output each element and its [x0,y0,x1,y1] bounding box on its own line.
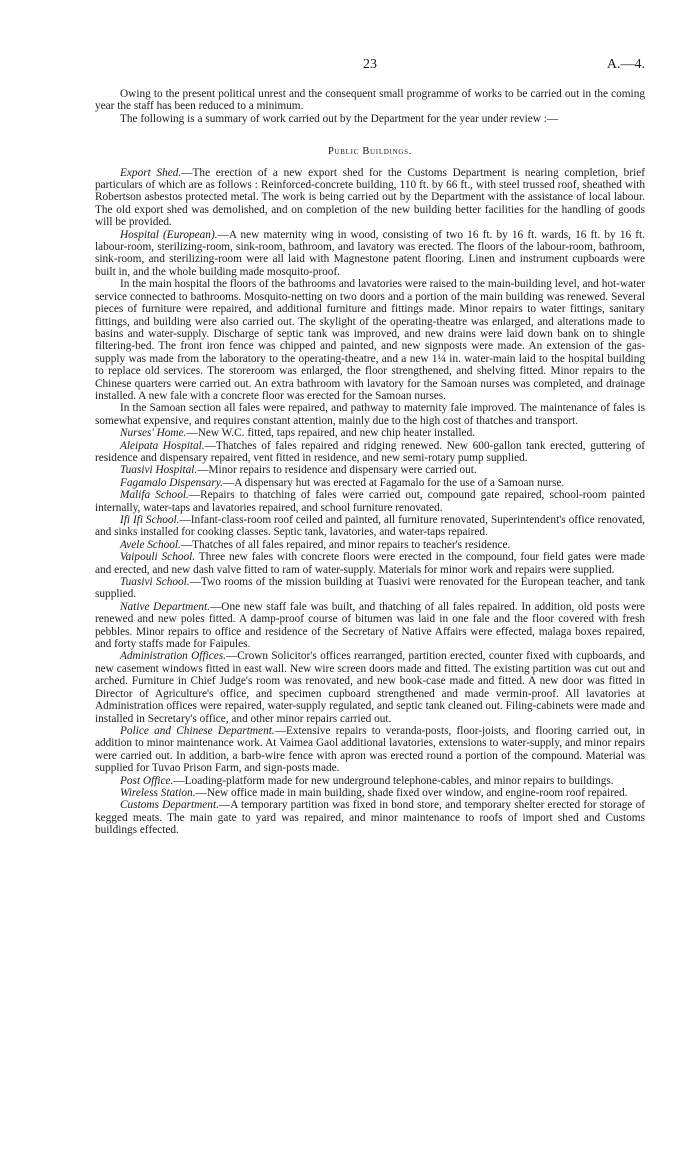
paragraph-title: Nurses' Home. [120,427,187,440]
paragraph-text: Three new fales with concrete floors were erected in the compound, four field gates were made and erected, and new dash valve fitted to ram of water-supply. Materials for minor work and repairs were supplied. [95,551,646,576]
paragraph-title: Police and Chinese Department. [120,724,275,737]
paragraph-title: Wireless Station. [120,786,196,799]
paragraph-title: Ifi Ifi School. [120,514,180,526]
body-paragraph [95,402,645,427]
paragraph-text: In the Samoan section all fales were repaired, and pathway to maternity fale improved. The maintenance of fales is somewhat expensive, and requires constant attention, mainly due to the high cost of thatches and transport. [95,402,645,427]
document-reference: A.—4. [606,57,645,72]
paragraph-text: —Thatches of all fales repaired, and minor repairs to teacher's residence. [180,538,511,551]
body-paragraph [95,278,645,402]
paragraph-text: —Loading-platform made for new underground telephone-cables, and minor repairs to buildings. [173,774,614,787]
paragraph-title: Tuasivi School. [120,576,190,589]
body-paragraph [95,477,645,489]
paragraph-text: —Minor repairs to residence and dispensary were carried out. [197,464,477,477]
intro-paragraph: Owing to the present political unrest and the consequent small programme of works to be carried out in the coming year the staff has been reduced to a minimum. [95,88,645,113]
paragraph-text: —One new staff fale was built, and thatching of all fales repaired. In addition, old posts were renewed and new poles fitted. A damp-proof course of bitumen was laid in one fale and the floor covered with fresh pebbles. Minor repairs to office and residence of the Secretary of Native Affairs were effected, malaga boxes repaired, and forty staffs made for Faipules. [95,600,645,651]
body-paragraph [95,601,645,651]
paragraph-text: —Crown Solicitor's offices rearranged, partition erected, counter fixed with cupboards, and new casement windows fitted in east wall. New wire screen doors made and fitted. The existing partition was cut out and arched. Furniture in Chief Judge's room was renovated, and new book-case made and fitted. A new door was fitted in Director of Agriculture's office, and specimen cupboard strengthened and made vermin-proof. All lavatories at Administration offices were repaired, water-supply regulated, and septic tank cleaned out. Filing-cabinets were made and installed in Secretary's office, and other minor repairs carried out. [95,650,645,725]
paragraph-title: Hospital (European). [120,228,218,241]
body-paragraph [95,464,645,476]
body-paragraph [95,167,645,229]
paragraph-title: Native Department. [120,600,210,613]
paragraph-title: Tuasivi Hospital. [120,464,198,477]
section-heading: Public Buildings. [327,146,413,158]
paragraph-title: Avele School. [120,538,181,551]
paragraph-title: Fagamalo Dispensary. [120,476,223,489]
body-paragraph [95,427,645,439]
body-paragraph [95,725,645,775]
paragraph-text: —Two rooms of the mission building at Tuasivi were renovated for the European teacher, and tank supplied. [95,576,645,601]
paragraph-text: —Extensive repairs to veranda-posts, floor-joists, and flooring carried out, in addition to minor maintenance work. At Vaimea Gaol additional lavatories, extensions to water-supply, and minor repairs were carried out. In addition, a barb-wire fence with apron was erected round a portion of the compound. Material was supplied for Tuvao Prison Farm, and sign-posts made. [95,724,645,775]
body-paragraph [95,229,645,279]
paragraph-title: Malifa School. [120,489,189,502]
body-paragraph [95,787,645,799]
paragraph-text: —Thatches of fales repaired and ridging renewed. New 600-gallon tank erected, guttering of residence and dispensary repaired, vent fitted in residence, and new semi-rotary pump supplied. [95,439,646,464]
body-paragraph [95,514,645,539]
body-paragraph [95,440,645,465]
paragraph-title: Vaipouli School. [120,551,196,564]
paragraph-title: Export Shed. [120,166,182,179]
paragraph-text: —Infant-class-room roof ceiled and painted, all furniture renovated, Superintendent's office renovated, and sinks installed for cooking classes. Septic tank, lavatories, and water-taps repaired. [95,514,645,539]
paragraph-title: Customs Department. [120,799,219,812]
body-paragraph [95,650,645,724]
paragraph-text: —New office made in main building, shade fixed over window, and engine-room roof repaired. [195,786,628,799]
body-paragraph [95,775,645,787]
page-header [95,57,645,77]
paragraph-title: Aleipata Hospital. [120,439,205,452]
body-paragraph [95,799,645,836]
paragraph-list [95,167,645,837]
page-number: 23 [363,57,377,72]
body-paragraph [95,539,645,551]
paragraph-text: In the main hospital the floors of the bathrooms and lavatories were raised to the main-building level, and hot-water service connected to bathrooms. Mosquito-netting on two doors and a portion of the main building was renewed. Several pieces of furniture were repaired, and additional furniture and fittings made. Minor repairs to water fittings, sanitary fittings, and building were also carried out. The skylight of the operating-theatre was enlarged, and alterations made to basins and water-supply. Discharge of septic tank was improved, and new drains were laid down bank on to shingle filtering-bed. The front iron fence was chipped and painted, and new signposts were made. An extension of the gas-supply was made from the laboratory to the operating-theatre, and a new 1¼ in. water-main laid to the hospital building to replace old services. The storeroom was enlarged, the floor strengthened, and shelving fitted. Minor repairs to the Chinese quarters were carried out. An extra bathroom with lavatory for the Samoan nurses was completed, and drainage installed. A new fale with a concrete floor was erected for the Samoan nurses. [95,278,645,402]
paragraph-text: —New W.C. fitted, taps repaired, and new chip heater installed. [186,427,476,440]
paragraph-text: —A dispensary hut was erected at Fagamalo for the use of a Samoan nurse. [222,476,565,489]
paragraph-text: —A new maternity wing in wood, consisting of two 16 ft. by 16 ft. wards, 16 ft. by 16 ft. labour-room, sterilizing-room, sink-room, bathroom, and lavatory was erected. The floors of the labour-room, bathroom, sink-room, and sterilizing-room were all laid with Magnestone patent flooring. Linen and instrument cupboards were built in, and the whole building made mosquito-proof. [95,228,645,278]
paragraph-text: —Repairs to thatching of fales were carried out, compound gate repaired, school-room painted internally, water-taps and lavatories repaired, and school furniture renovated. [95,489,645,514]
paragraph-text: —A temporary partition was fixed in bond store, and temporary shelter erected for storage of kegged meats. The main gate to yard was repaired, and minor maintenance to roofs of import shed and Customs buildings effected. [95,799,645,837]
paragraph-title: Post Office. [120,774,174,787]
document-body [95,88,645,837]
intro-paragraph: The following is a summary of work carried out by the Department for the year under review :— [120,112,559,125]
paragraph-text: —The erection of a new export shed for the Customs Department is nearing completion, brief particulars of which are as follows : Reinforced-concrete building, 110 ft. by 66 ft., with steel trussed roof, sheathed with Robertson asbestos protected metal. The work is being carried out by the Department with the assistance of local labour. The old export shed was demolished, and on completion of the new building better facilities for the handling of goods will be provided. [95,166,645,229]
paragraph-title: Administration Offices. [120,650,226,663]
body-paragraph [95,489,645,514]
body-paragraph [95,551,645,576]
body-paragraph [95,576,645,601]
